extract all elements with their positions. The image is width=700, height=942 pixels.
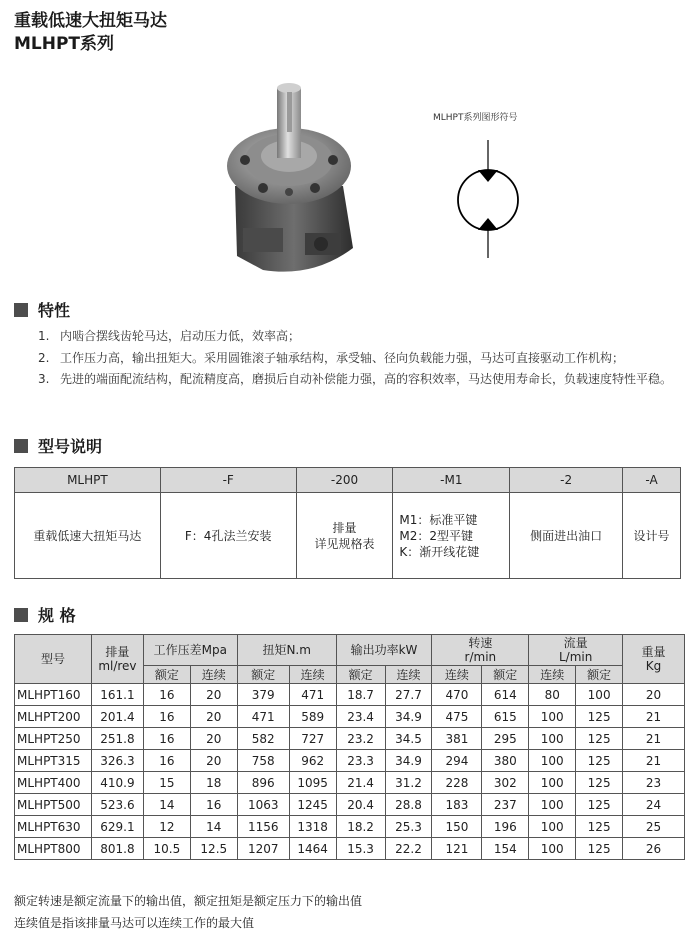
hydraulic-motor-symbol [448,140,528,264]
note-line: 连续值是指该排量马达可以连续工作的最大值 [14,916,255,930]
table-cell: 125 [576,728,623,750]
table-cell: 380 [482,750,529,772]
model-code-table [14,467,681,579]
table-cell: 20 [623,684,685,706]
motor-photo [193,78,383,286]
table-cell: 100 [529,816,576,838]
subheader-continuous: 连续 [385,666,432,684]
table-cell: 125 [576,772,623,794]
table-cell: 589 [289,706,336,728]
table-cell: 1063 [237,794,289,816]
table-row [15,728,685,750]
table-cell: 615 [482,706,529,728]
table-header: -F [160,468,296,493]
col-header-weight: 重量 Kg [623,635,685,684]
table-row [15,684,685,706]
notes [14,890,362,934]
table-row [15,816,685,838]
subheader-continuous: 连续 [289,666,336,684]
page-title: 重载低速大扭矩马达 [14,11,167,31]
table-cell: 896 [237,772,289,794]
table-cell: 201.4 [91,706,143,728]
table-cell: 251.8 [91,728,143,750]
table-cell: 20 [190,728,237,750]
table-cell: 1207 [237,838,289,860]
table-cell: 18.7 [336,684,385,706]
table-cell: 16 [190,794,237,816]
table-cell: 18.2 [336,816,385,838]
col-header-displacement: 排量 ml/rev [91,635,143,684]
table-header: -200 [296,468,393,493]
table-cell: 228 [432,772,482,794]
table-header: -A [623,468,681,493]
features-list [38,326,688,391]
note-line: 额定转速是额定流量下的输出值，额定扭矩是额定压力下的输出值 [14,894,363,908]
table-cell: 379 [237,684,289,706]
table-cell: 302 [482,772,529,794]
table-cell: M1：标准平键 M2：2型平键 K：渐开线花键 [393,493,510,579]
table-cell: 962 [289,750,336,772]
table-cell: 727 [289,728,336,750]
table-cell: 20 [190,750,237,772]
table-cell: 326.3 [91,750,143,772]
table-cell: 15 [143,772,190,794]
table-row [15,706,685,728]
table-cell: 23 [623,772,685,794]
table-cell: 295 [482,728,529,750]
table-cell: 410.9 [91,772,143,794]
table-cell: 471 [289,684,336,706]
col-header-speed: 转速 r/min [432,635,529,666]
table-cell: 1095 [289,772,336,794]
table-cell: 100 [529,772,576,794]
table-cell: MLHPT500 [15,794,92,816]
series-subtitle: MLHPT系列 [14,34,115,54]
table-cell: 23.2 [336,728,385,750]
subheader-rated: 额定 [143,666,190,684]
col-header-torque: 扭矩N.m [237,635,336,666]
list-item: 3. 先进的端面配流结构，配流精度高，磨损后自动补偿能力强，高的容积效率，马达使用寿命长，负载速度特性平稳。 [38,372,673,386]
table-cell: 16 [143,728,190,750]
table-cell: 重载低速大扭矩马达 [15,493,161,579]
table-cell: 14 [143,794,190,816]
table-cell: 14 [190,816,237,838]
table-cell: 25.3 [385,816,432,838]
table-header: -2 [510,468,623,493]
table-cell: 排量 详见规格表 [296,493,393,579]
table-cell: 21 [623,706,685,728]
table-cell: 15.3 [336,838,385,860]
col-header-power: 输出功率kW [336,635,432,666]
table-cell: MLHPT160 [15,684,92,706]
table-row [15,838,685,860]
table-cell: 16 [143,684,190,706]
table-cell: 100 [529,750,576,772]
subheader-rated: 额定 [237,666,289,684]
table-cell: 475 [432,706,482,728]
table-cell: 294 [432,750,482,772]
table-cell: MLHPT800 [15,838,92,860]
table-cell: MLHPT630 [15,816,92,838]
table-cell: 100 [529,794,576,816]
table-cell: 27.7 [385,684,432,706]
table-cell: 25 [623,816,685,838]
table-cell: F：4孔法兰安装 [160,493,296,579]
table-cell: 582 [237,728,289,750]
symbol-label: MLHPT系列图形符号 [433,113,518,123]
table-cell: MLHPT400 [15,772,92,794]
col-header-pressure: 工作压差Mpa [143,635,237,666]
subheader-rated: 额定 [576,666,623,684]
table-cell: 801.8 [91,838,143,860]
table-cell: 24 [623,794,685,816]
spec-heading: 规 格 [14,603,76,626]
table-cell: 161.1 [91,684,143,706]
table-cell: 237 [482,794,529,816]
table-cell: 1464 [289,838,336,860]
table-cell: 10.5 [143,838,190,860]
table-cell: 20 [190,706,237,728]
table-cell: 34.5 [385,728,432,750]
table-cell: 23.3 [336,750,385,772]
table-header: -M1 [393,468,510,493]
table-cell: 470 [432,684,482,706]
features-heading: 特性 [14,298,70,321]
table-row [15,794,685,816]
table-cell: 侧面进出油口 [510,493,623,579]
table-cell: 80 [529,684,576,706]
table-cell: 22.2 [385,838,432,860]
table-cell: 20.4 [336,794,385,816]
table-cell: 381 [432,728,482,750]
table-cell: 16 [143,706,190,728]
table-cell: 150 [432,816,482,838]
table-cell: 154 [482,838,529,860]
table-cell: 1156 [237,816,289,838]
table-cell: 471 [237,706,289,728]
table-cell: MLHPT200 [15,706,92,728]
table-cell: 23.4 [336,706,385,728]
table-cell: 758 [237,750,289,772]
table-cell: 16 [143,750,190,772]
subheader-continuous: 连续 [529,666,576,684]
table-row [15,772,685,794]
table-cell: 629.1 [91,816,143,838]
table-row [15,750,685,772]
table-cell: 设计号 [623,493,681,579]
table-cell: 1318 [289,816,336,838]
table-cell: 121 [432,838,482,860]
table-cell: 21 [623,750,685,772]
subheader-continuous: 连续 [432,666,482,684]
table-cell: MLHPT315 [15,750,92,772]
table-cell: 20 [190,684,237,706]
table-cell: 28.8 [385,794,432,816]
table-cell: 100 [529,728,576,750]
table-cell: 12 [143,816,190,838]
table-cell: 21.4 [336,772,385,794]
spec-table [14,634,685,860]
table-cell: 18 [190,772,237,794]
table-cell: 100 [529,838,576,860]
subheader-rated: 额定 [482,666,529,684]
table-cell: 196 [482,816,529,838]
list-item: 2. 工作压力高，输出扭矩大。采用圆锥滚子轴承结构，承受轴、径向负载能力强，马达可直接驱动工作机构； [38,350,625,365]
table-cell: 125 [576,794,623,816]
table-cell: 125 [576,838,623,860]
list-item: 1. 内啮合摆线齿轮马达，启动压力低，效率高； [38,329,301,343]
table-cell: 26 [623,838,685,860]
col-header-model: 型号 [15,635,92,684]
table-cell: 34.9 [385,706,432,728]
table-cell: 100 [576,684,623,706]
table-cell: 100 [529,706,576,728]
table-cell: 34.9 [385,750,432,772]
subheader-rated: 额定 [336,666,385,684]
subheader-continuous: 连续 [190,666,237,684]
table-cell: 1245 [289,794,336,816]
table-cell: 125 [576,706,623,728]
table-cell: 31.2 [385,772,432,794]
col-header-flow: 流量 L/min [529,635,623,666]
table-cell: MLHPT250 [15,728,92,750]
table-header: MLHPT [15,468,161,493]
table-cell: 12.5 [190,838,237,860]
table-cell: 125 [576,750,623,772]
table-cell: 183 [432,794,482,816]
table-cell: 523.6 [91,794,143,816]
table-cell: 21 [623,728,685,750]
table-cell: 125 [576,816,623,838]
model-heading: 型号说明 [14,434,102,457]
table-cell: 614 [482,684,529,706]
